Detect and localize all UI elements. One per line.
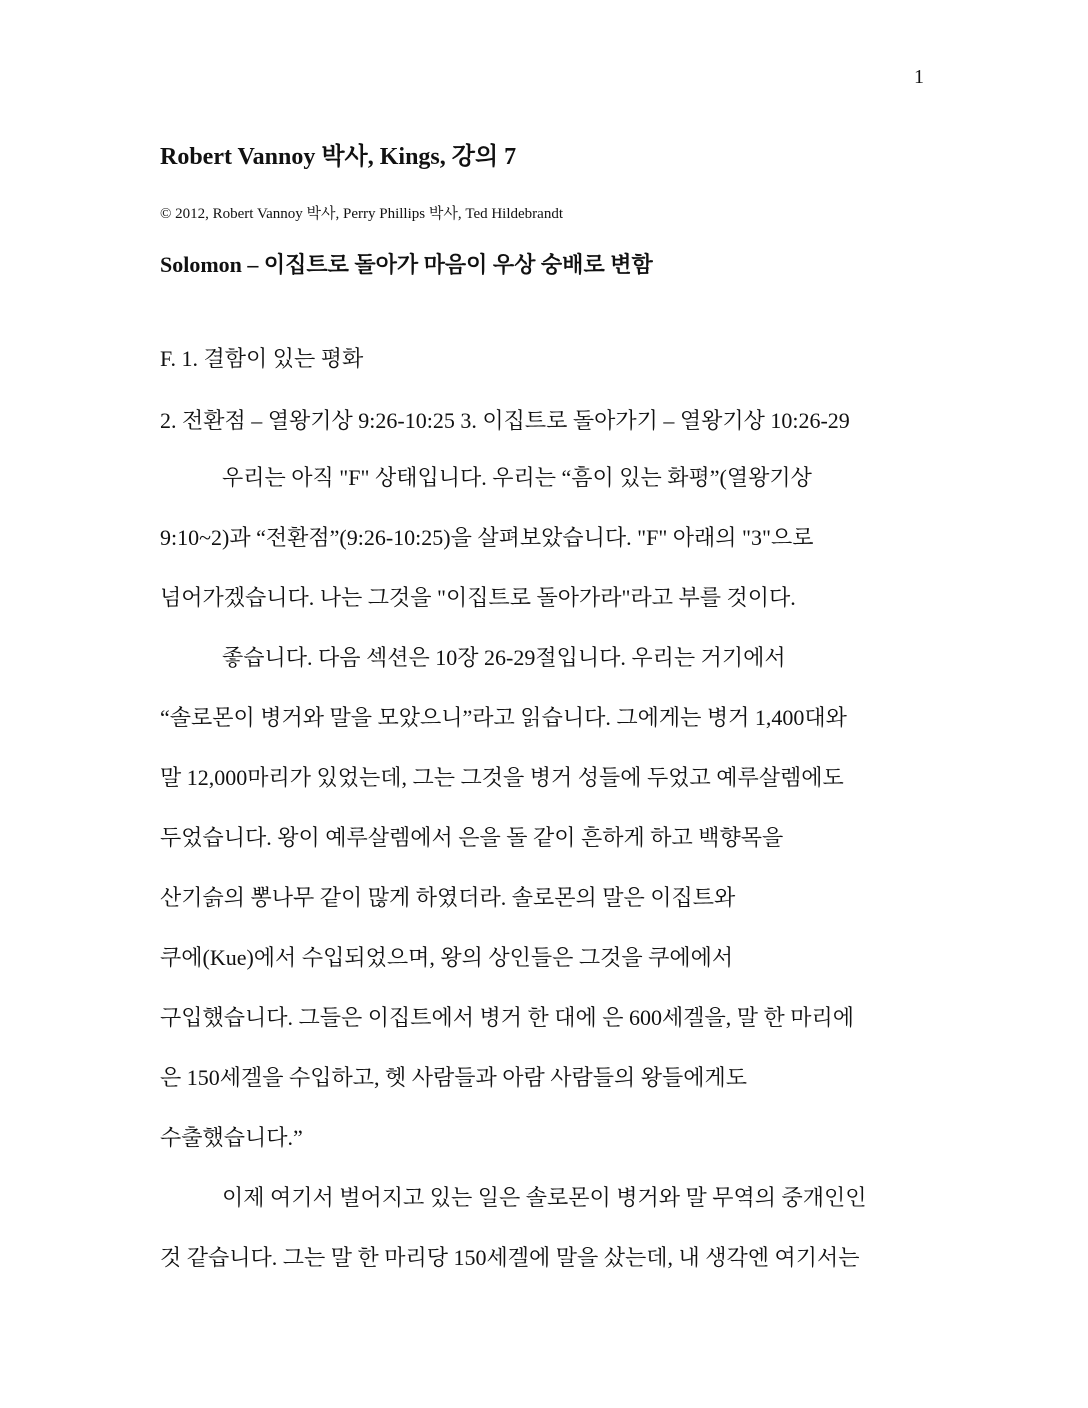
paragraph-line: “솔로몬이 병거와 말을 모았으니”라고 읽습니다. 그에게는 병거 1,400대와 xyxy=(160,705,847,730)
body-text xyxy=(160,448,940,1288)
paragraph-line: 것 같습니다. 그는 말 한 마리당 150세겔에 말을 샀는데, 내 생각엔 여기서는 xyxy=(160,1245,860,1270)
outline-item-2-3: 2. 전환점 – 열왕기상 9:26-10:25 3. 이집트로 돌아가기 – 열왕기상 10:26-29 xyxy=(160,408,850,433)
paragraph-line: 구입했습니다. 그들은 이집트에서 병거 한 대에 은 600세겔을, 말 한 마리에 xyxy=(160,1005,855,1030)
paragraph-line: 넘어가겠습니다. 나는 그것을 "이집트로 돌아가라"라고 부를 것이다. xyxy=(160,585,796,610)
paragraph-line: 산기슭의 뽕나무 같이 많게 하였더라. 솔로몬의 말은 이집트와 xyxy=(160,885,736,910)
outline-item-f1: F. 1. 결함이 있는 평화 xyxy=(160,346,364,371)
paragraph-line: 이제 여기서 벌어지고 있는 일은 솔로몬이 병거와 말 무역의 중개인인 xyxy=(222,1185,867,1210)
paragraph-line: 두었습니다. 왕이 예루살렘에서 은을 돌 같이 흔하게 하고 백향목을 xyxy=(160,825,784,850)
paragraph-line: 말 12,000마리가 있었는데, 그는 그것을 병거 성들에 두었고 예루살렘에도 xyxy=(160,765,844,790)
document-title: Robert Vannoy 박사, Kings, 강의 7 xyxy=(160,144,517,170)
paragraph-line: 쿠에(Kue)에서 수입되었으며, 왕의 상인들은 그것을 쿠에에서 xyxy=(160,945,734,970)
paragraph-line: 은 150세겔을 수입하고, 헷 사람들과 아람 사람들의 왕들에게도 xyxy=(160,1065,748,1090)
copyright-line: © 2012, Robert Vannoy 박사, Perry Phillips 박사, Ted Hildebrandt xyxy=(160,206,563,222)
paragraph-line: 좋습니다. 다음 섹션은 10장 26-29절입니다. 우리는 거기에서 xyxy=(222,645,786,670)
paragraph-line: 우리는 아직 "F" 상태입니다. 우리는 “흠이 있는 화평”(열왕기상 xyxy=(222,465,812,490)
paragraph-line: 9:10~2)과 “전환점”(9:26-10:25)을 살펴보았습니다. "F" 아래의 "3"으로 xyxy=(160,525,814,550)
lecture-subtitle: Solomon – 이집트로 돌아가 마음이 우상 숭배로 변함 xyxy=(160,252,653,277)
page-number: 1 xyxy=(914,66,924,88)
paragraph-line: 수출했습니다.” xyxy=(160,1125,303,1150)
